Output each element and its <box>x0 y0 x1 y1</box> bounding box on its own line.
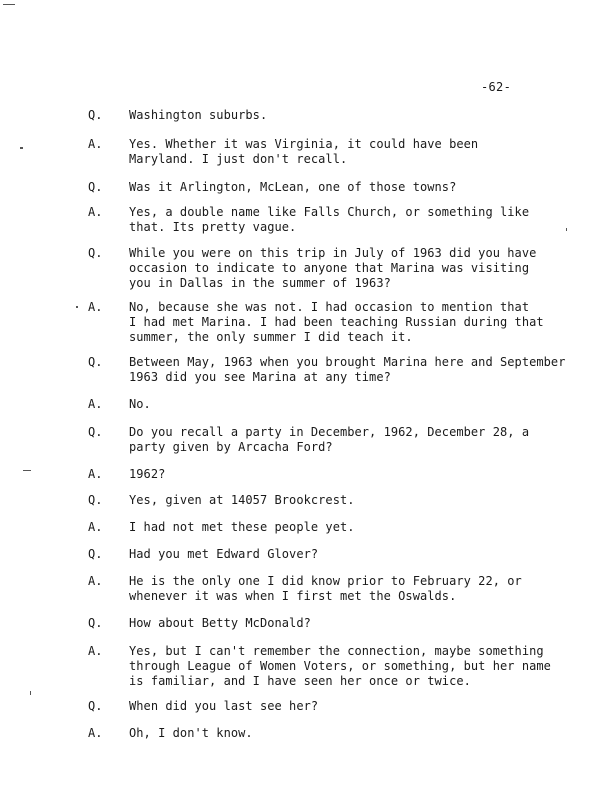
speaker-label: A. <box>88 205 103 219</box>
entry-text: Was it Arlington, McLean, one of those towns? <box>129 180 457 194</box>
speaker-label: Q. <box>88 180 103 194</box>
speaker-label: A. <box>88 137 103 151</box>
speaker-label: Q. <box>88 108 103 122</box>
entry-text: Yes, given at 14057 Brookcrest. <box>129 493 355 507</box>
speaker-label: Q. <box>88 699 103 713</box>
speaker-label: A. <box>88 467 103 481</box>
speaker-label: A. <box>88 574 103 588</box>
entry-text: While you were on this trip in July of 1963 did you have occasion to indicate to anyone that Marina was visiting you in Dallas in the summer of 1963? <box>129 246 537 290</box>
entry-text: He is the only one I did know prior to February 22, or whenever it was when I first met the Oswalds. <box>129 574 522 603</box>
scan-speck <box>76 306 78 308</box>
speaker-label: A. <box>88 397 103 411</box>
speaker-label: A. <box>88 644 103 658</box>
page-number: -62- <box>481 80 512 94</box>
scan-speck <box>3 4 15 5</box>
entry-text: Between May, 1963 when you brought Marina here and September 1963 did you see Marina at any time? <box>129 355 566 384</box>
scan-speck <box>30 691 31 695</box>
speaker-label: Q. <box>88 355 103 369</box>
speaker-label: A. <box>88 300 103 314</box>
entry-text: Had you met Edward Glover? <box>129 547 319 561</box>
entry-text: Do you recall a party in December, 1962, December 28, a party given by Arcacha Ford? <box>129 425 530 454</box>
entry-text: 1962? <box>129 467 166 481</box>
speaker-label: Q. <box>88 547 103 561</box>
speaker-label: Q. <box>88 246 103 260</box>
entry-text: No, because she was not. I had occasion to mention that I had met Marina. I had been teaching Russian during that summer, the only summer I did teach it. <box>129 300 544 344</box>
entry-text: Yes. Whether it was Virginia, it could have been Maryland. I just don't recall. <box>129 137 479 166</box>
entry-text: How about Betty McDonald? <box>129 616 311 630</box>
speaker-label: A. <box>88 726 103 740</box>
entry-text: Yes, but I can't remember the connection, maybe something through League of Women Voters, or something, but her name is familiar, and I have seen her once or twice. <box>129 644 551 688</box>
entry-text: When did you last see her? <box>129 699 319 713</box>
scan-speck <box>23 470 31 471</box>
scan-speck <box>20 147 23 149</box>
scan-speck <box>566 228 567 231</box>
entry-text: I had not met these people yet. <box>129 520 355 534</box>
entry-text: Washington suburbs. <box>129 108 268 122</box>
speaker-label: Q. <box>88 425 103 439</box>
entry-text: Oh, I don't know. <box>129 726 253 740</box>
speaker-label: Q. <box>88 493 103 507</box>
speaker-label: A. <box>88 520 103 534</box>
entry-text: Yes, a double name like Falls Church, or something like that. Its pretty vague. <box>129 205 530 234</box>
entry-text: No. <box>129 397 151 411</box>
speaker-label: Q. <box>88 616 103 630</box>
